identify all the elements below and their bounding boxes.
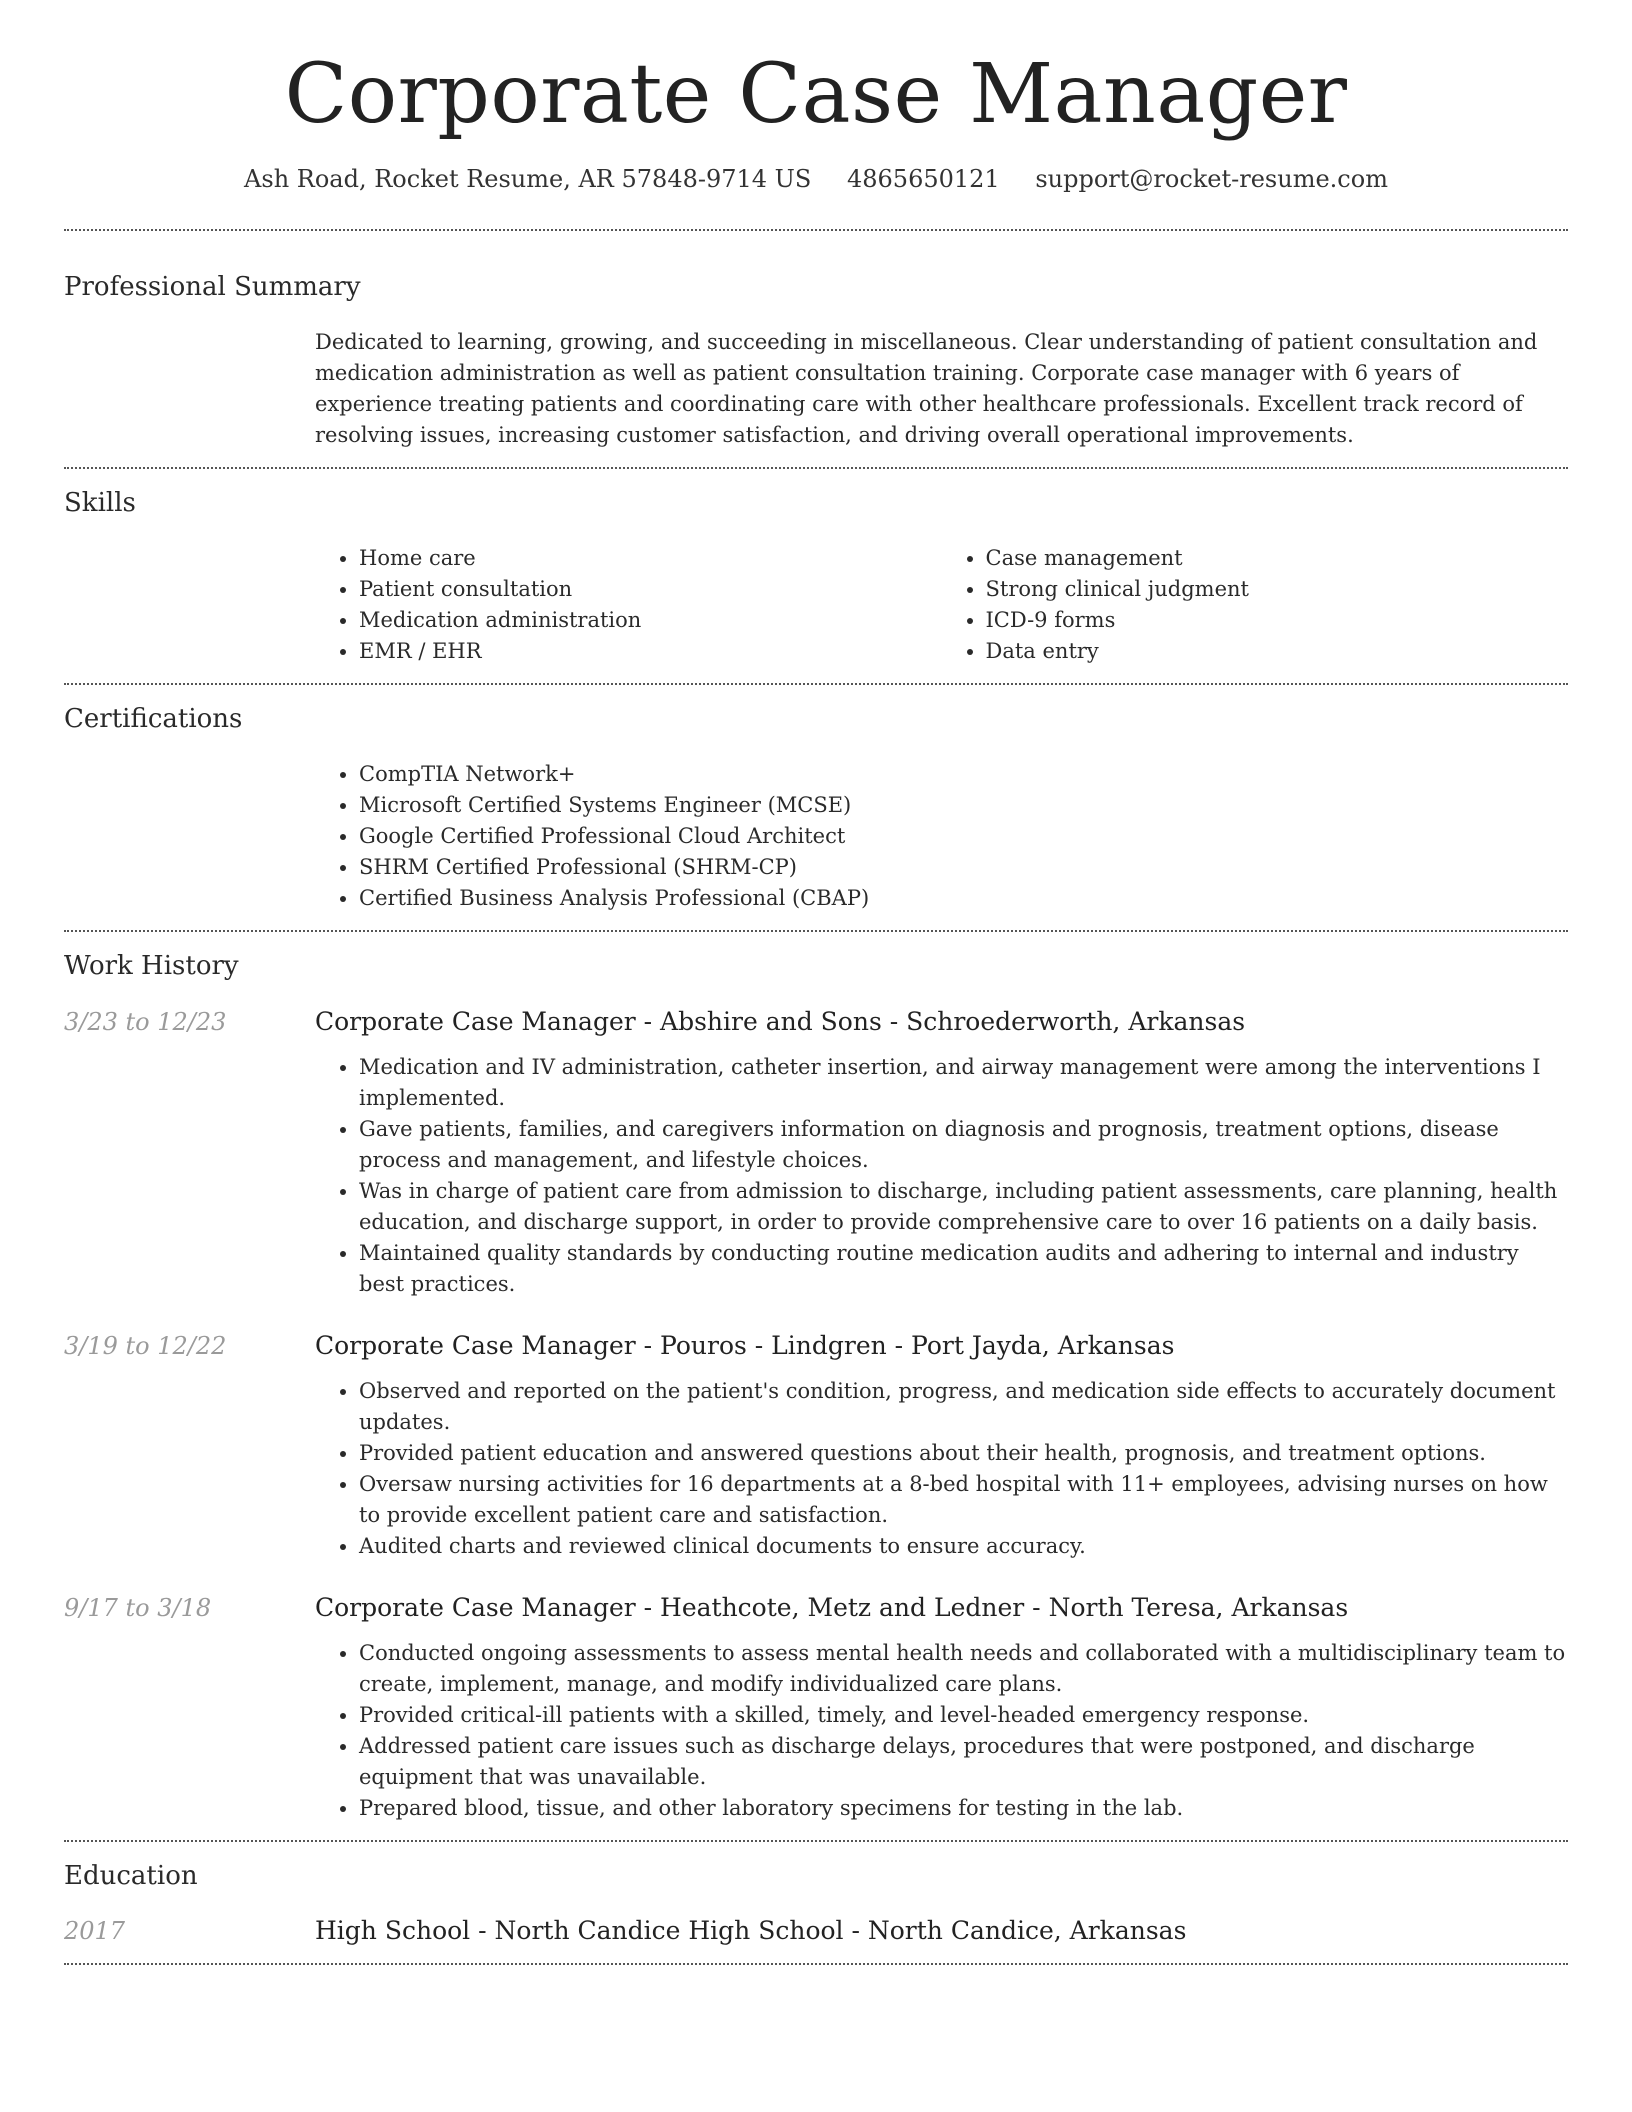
job-bullet: • Was in charge of patient care from admission to discharge, including patient assessments, care planning, health education, and discharge support, in order to provide comprehensive care to over 16 patients on a daily basis. (359, 1176, 1568, 1238)
job-bullet: • Gave patients, families, and caregivers information on diagnosis and prognosis, treatment options, disease process and management, and lifestyle choices. (359, 1114, 1568, 1176)
job-entry (64, 1592, 1568, 1824)
summary-title: Professional Summary (64, 272, 361, 303)
skills-section (64, 469, 1568, 683)
certification-item: • SHRM Certified Professional (SHRM-CP) (359, 852, 1568, 883)
certification-item: • Certified Business Analysis Professional (CBAP) (359, 883, 1568, 914)
job-date: 3/19 to 12/22 (64, 1331, 227, 1360)
skill-item: • Home care (359, 543, 942, 574)
education-entry (64, 1915, 1568, 1947)
skill-item: • Medication administration (359, 605, 942, 636)
contact-phone: 4865650121 (846, 165, 1000, 194)
job-date: 9/17 to 3/18 (64, 1593, 212, 1622)
job-bullet: • Maintained quality standards by conducting routine medication audits and adhering to internal and industry best practices. (359, 1238, 1568, 1300)
education-date: 2017 (64, 1917, 126, 1946)
job-title: Corporate Case Manager - Heathcote, Metz and Ledner - North Teresa, Arkansas (315, 1592, 1349, 1622)
skill-item: • ICD-9 forms (986, 605, 1569, 636)
skills-title: Skills (64, 488, 136, 519)
resume-name: Corporate Case Manager (284, 47, 1348, 142)
skills-list-right (942, 543, 1569, 667)
job-bullets (64, 1052, 1568, 1300)
job-bullet: • Oversaw nursing activities for 16 departments at a 8-bed hospital with 11+ employees, advising nurses on how to provide excellent patient care and satisfaction. (359, 1469, 1568, 1531)
skill-item: • EMR / EHR (359, 636, 942, 667)
job-bullet: • Provided patient education and answered questions about their health, prognosis, and treatment options. (359, 1438, 1568, 1469)
job-bullet: • Provided critical-ill patients with a skilled, timely, and level-headed emergency response. (359, 1700, 1568, 1731)
skills-list-left (315, 543, 942, 667)
certification-item: • Google Certified Professional Cloud Architect (359, 821, 1568, 852)
work-title: Work History (64, 950, 239, 981)
skill-item: • Patient consultation (359, 574, 942, 605)
job-entry (64, 1330, 1568, 1562)
resume-page (64, 0, 1568, 1965)
skill-item: • Data entry (986, 636, 1569, 667)
job-date: 3/23 to 12/23 (64, 1007, 227, 1036)
skill-item: • Case management (986, 543, 1569, 574)
contact-line (64, 164, 1568, 195)
certifications-list (315, 759, 1568, 914)
education-text: High School - North Candice High School - North Candice, Arkansas (315, 1916, 1187, 1946)
education-title: Education (64, 1860, 198, 1891)
summary-text: Dedicated to learning, growing, and succeeding in miscellaneous. Clear understanding of patient consultation and medication administration as well as patient consultation training. Corporate case manager with 6 years of experience treating patients and coordinating care with other healthcare professionals. Excellent track record of resolving issues, increasing customer satisfaction, and driving overall operational improvements. (315, 330, 1538, 448)
job-bullet: • Audited charts and reviewed clinical documents to ensure accuracy. (359, 1531, 1568, 1562)
contact-email: support@rocket-resume.com (1035, 165, 1388, 194)
job-bullets (64, 1638, 1568, 1824)
work-section (64, 932, 1568, 1840)
certification-item: • Microsoft Certified Systems Engineer (MCSE) (359, 790, 1568, 821)
job-entry (64, 1006, 1568, 1300)
divider (64, 1963, 1568, 1965)
job-bullet: • Conducted ongoing assessments to assess mental health needs and collaborated with a multidisciplinary team to create, implement, manage, and modify individualized care plans. (359, 1638, 1568, 1700)
job-bullet: • Observed and reported on the patient's condition, progress, and medication side effects to accurately document updates. (359, 1376, 1568, 1438)
job-title: Corporate Case Manager - Abshire and Sons - Schroederworth, Arkansas (315, 1006, 1246, 1036)
certifications-title: Certifications (64, 703, 243, 734)
job-bullet: • Addressed patient care issues such as discharge delays, procedures that were postponed, and discharge equipment that was unavailable. (359, 1731, 1568, 1793)
certification-item: • CompTIA Network+ (359, 759, 1568, 790)
summary-section (64, 231, 1568, 467)
education-section (64, 1842, 1568, 1964)
skill-item: • Strong clinical judgment (986, 574, 1569, 605)
job-bullets (64, 1376, 1568, 1562)
job-title: Corporate Case Manager - Pouros - Lindgren - Port Jayda, Arkansas (315, 1330, 1175, 1360)
contact-address: Ash Road, Rocket Resume, AR 57848-9714 US (244, 165, 812, 194)
certifications-section (64, 685, 1568, 930)
job-bullet: • Prepared blood, tissue, and other laboratory specimens for testing in the lab. (359, 1793, 1568, 1824)
job-bullet: • Medication and IV administration, catheter insertion, and airway management were among the interventions I implemented. (359, 1052, 1568, 1114)
